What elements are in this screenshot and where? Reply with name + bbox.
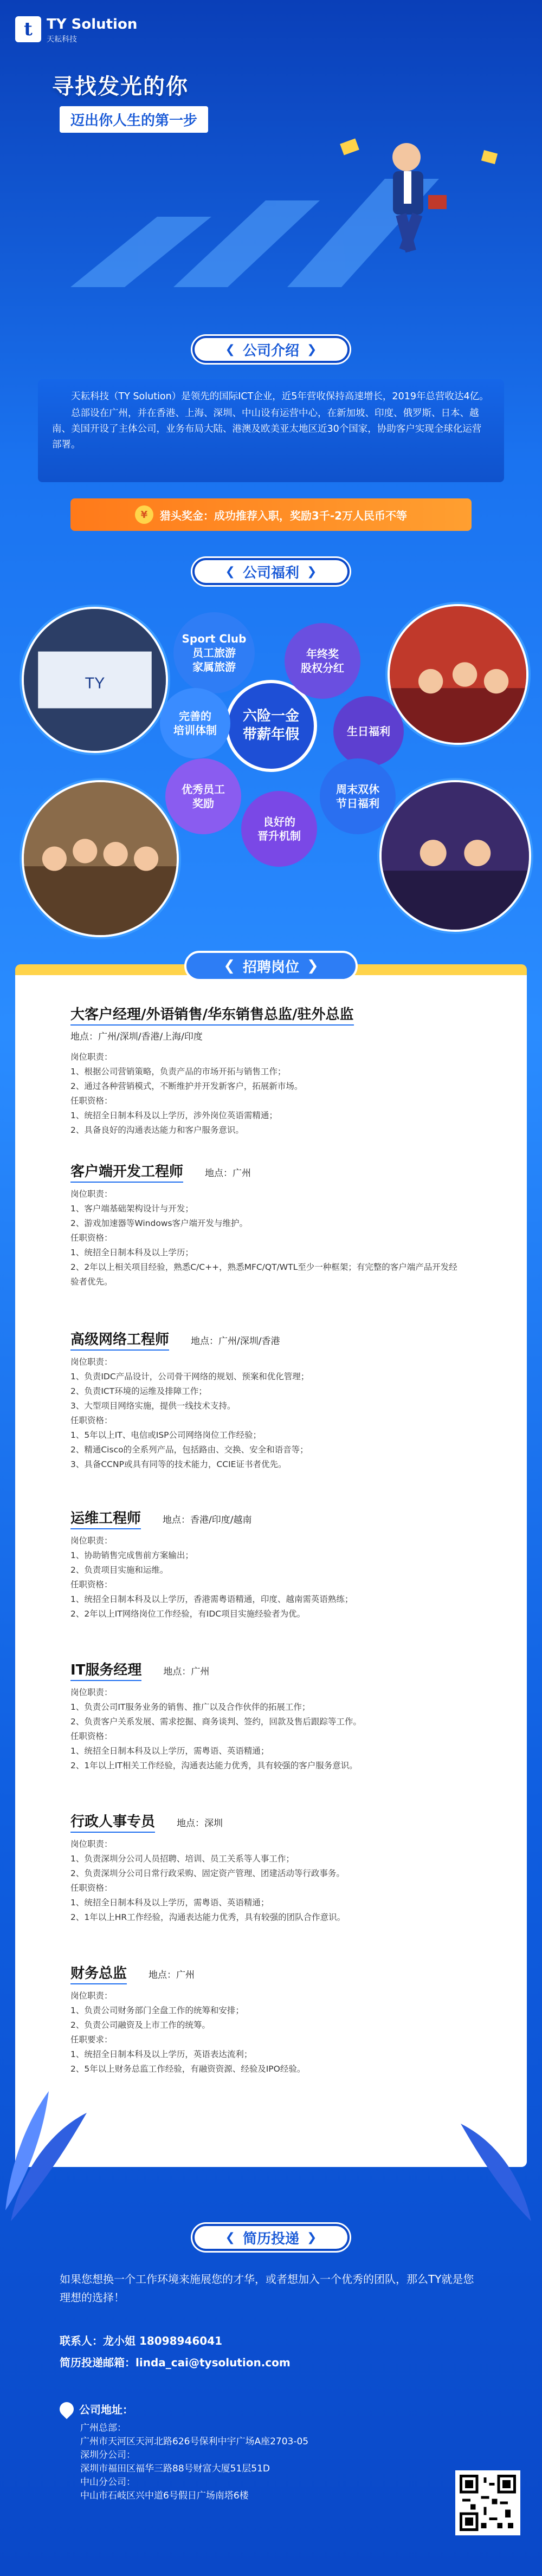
job-duties-label: 岗位职责： bbox=[70, 1688, 113, 1697]
job-requirement: 3、具备CCNP或具有同等的技术能力，CCIE证书者优先。 bbox=[70, 1459, 287, 1469]
job-duty: 2、负责ICT环境的运维及排障工作； bbox=[70, 1386, 207, 1396]
section-title-text: 公司福利 bbox=[242, 564, 299, 581]
benefit-weekend: 周末双休 节日福利 bbox=[320, 758, 396, 834]
chevron-left-icon: ❮ bbox=[225, 2230, 235, 2244]
job-req-label: 任职要求： bbox=[70, 2035, 113, 2045]
job-title: 运维工程师 bbox=[70, 1511, 141, 1529]
job-requirement: 1、统招全日制本科及以上学历，英语表达流利； bbox=[70, 2049, 253, 2059]
job-duties-label: 岗位职责： bbox=[70, 1189, 113, 1199]
job-duty: 1、协助销售完成售前方案输出； bbox=[70, 1550, 193, 1560]
chevron-right-icon: ❯ bbox=[307, 958, 319, 974]
intro-card bbox=[38, 379, 504, 482]
job-duty: 2、游戏加速器等Windows客户端开发与维护。 bbox=[70, 1218, 248, 1228]
job-location: 地点：广州 bbox=[163, 1666, 210, 1677]
job-duty: 3、大型项目网络实施，提供一线技术支持。 bbox=[70, 1401, 236, 1411]
qr-code bbox=[455, 2470, 520, 2535]
address-line: 深圳市福田区福华三路88号财富大厦51层51D bbox=[80, 2463, 270, 2474]
section-title-jobs bbox=[184, 951, 358, 981]
job-duties-label: 岗位职责： bbox=[70, 1536, 113, 1546]
job-requirement: 2、2年以上IT网络岗位工作经验，有IDC项目实施经验者为优。 bbox=[70, 1609, 306, 1619]
section-title-text: 简历投递 bbox=[242, 2230, 299, 2247]
benefit-employee-award: 优秀员工 奖励 bbox=[165, 758, 241, 834]
job-duties-label: 岗位职责： bbox=[70, 1839, 113, 1849]
contact-person: 联系人：龙小姐 18098946041 bbox=[60, 2334, 223, 2347]
job-req-label: 任职资格： bbox=[70, 1416, 113, 1425]
job-requirement: 2、5年以上财务总监工作经验，有融资资源、经验及IPO经验。 bbox=[70, 2064, 306, 2074]
office-photo bbox=[22, 607, 168, 753]
job-posting bbox=[70, 1165, 461, 1289]
section-title-text: 公司介绍 bbox=[242, 342, 299, 359]
address-line: 中山市石岐区兴中道6号假日广场南塔6楼 bbox=[80, 2490, 249, 2501]
job-duties-label: 岗位职责： bbox=[70, 1357, 113, 1367]
job-duty: 2、通过各种营销模式，不断维护并开发新客户，拓展新市场。 bbox=[70, 1081, 303, 1091]
award-ceremony-photo bbox=[379, 780, 531, 932]
job-requirement: 2、1年以上IT相关工作经验，沟通表达能力优秀，具有较强的客户服务意识。 bbox=[70, 1761, 358, 1770]
referral-bonus-banner bbox=[70, 498, 472, 531]
job-duty: 1、负责IDC产品设计，公司骨干网络的规划、预案和优化管理； bbox=[70, 1372, 309, 1381]
address-block bbox=[80, 2422, 308, 2503]
job-duty: 2、负责深圳分公司日常行政采购、固定资产管理、团建活动等行政事务。 bbox=[70, 1868, 345, 1878]
job-requirement: 1、统招全日制本科及以上学历，涉外岗位英语需精通； bbox=[70, 1111, 278, 1120]
benefit-insurance: 六险一金 带薪年假 bbox=[225, 680, 317, 772]
job-requirement: 2、精通Cisco的全系列产品，包括路由、交换、安全和语音等； bbox=[70, 1445, 308, 1455]
job-req-label: 任职资格： bbox=[70, 1731, 113, 1741]
job-duty: 1、根据公司营销策略，负责产品的市场开拓与销售工作； bbox=[70, 1067, 286, 1076]
job-req-label: 任职资格： bbox=[70, 1883, 113, 1893]
businessman-figure bbox=[392, 143, 447, 252]
section-title-intro bbox=[192, 336, 350, 363]
company-logo: t bbox=[15, 16, 41, 42]
chevron-left-icon: ❮ bbox=[223, 958, 235, 974]
intro-paragraph: 天耘科技（TY Solution）是领先的国际ICT企业，近5年营收保持高速增长，2019年总营收达4亿。 bbox=[71, 391, 489, 402]
job-location: 地点：广州 bbox=[149, 1970, 195, 1981]
chevron-left-icon: ❮ bbox=[225, 342, 235, 356]
job-req-label: 任职资格： bbox=[70, 1580, 113, 1589]
section-title-benefits bbox=[192, 558, 350, 585]
job-requirement: 2、1年以上HR工作经验，沟通表达能力优秀，具有较强的团队合作意识。 bbox=[70, 1912, 346, 1922]
leaf-decoration bbox=[0, 2048, 98, 2221]
job-requirement: 2、2年以上相关项目经验，熟悉C/C++，熟悉MFC/QT/WTL至少一种框架；有完整的客户端产品开发经验者优先。 bbox=[70, 1262, 457, 1287]
job-duty: 2、负责项目实施和运维。 bbox=[70, 1565, 169, 1575]
job-duties-label: 岗位职责： bbox=[70, 1991, 113, 2001]
job-title: 大客户经理/外语销售/华东销售总监/驻外总监 bbox=[70, 1008, 354, 1026]
chevron-right-icon: ❯ bbox=[307, 564, 317, 579]
hero-illustration bbox=[38, 135, 504, 298]
job-title: 行政人事专员 bbox=[70, 1815, 155, 1833]
job-posting bbox=[70, 1663, 461, 1773]
job-req-label: 任职资格： bbox=[70, 1233, 113, 1243]
job-requirement: 1、统招全日制本科及以上学历，需粤语、英语精通； bbox=[70, 1898, 269, 1907]
resume-email[interactable]: 简历投递邮箱：linda_cai@tysolution.com bbox=[60, 2356, 291, 2369]
coin-icon: ¥ bbox=[135, 505, 153, 524]
benefit-bonus: 年终奖 股权分红 bbox=[285, 623, 360, 699]
job-location: 地点：深圳 bbox=[177, 1818, 223, 1829]
chevron-right-icon: ❯ bbox=[307, 342, 317, 356]
address-line: 广州总部： bbox=[80, 2423, 126, 2434]
job-posting bbox=[70, 1333, 461, 1472]
job-location: 地点：广州/深圳/香港/上海/印度 bbox=[70, 1031, 203, 1042]
section-title-resume bbox=[192, 2224, 350, 2251]
job-title: 客户端开发工程师 bbox=[70, 1165, 183, 1183]
job-posting bbox=[70, 1008, 461, 1138]
job-title: 财务总监 bbox=[70, 1967, 127, 1984]
hero-title: 寻找发光的你 bbox=[52, 74, 189, 99]
job-duties-label: 岗位职责： bbox=[70, 1052, 113, 1062]
resume-invitation: 如果您想换一个工作环境来施展您的才华，或者想加入一个优秀的团队，那么TY就是您理想的选择！ bbox=[60, 2273, 474, 2304]
job-duty: 2、负责公司融资及上市工作的统筹。 bbox=[70, 2020, 210, 2030]
job-requirement: 1、5年以上IT、电信或ISP公司网络岗位工作经验； bbox=[70, 1430, 262, 1440]
job-location: 地点：广州 bbox=[205, 1168, 251, 1179]
intro-paragraph: 总部设在广州，并在香港、上海、深圳、中山设有运营中心，在新加坡、印度、俄罗斯、日本、越南、美国开设了主体公司，业务布局大陆、港澳及欧美亚太地区近30个国家，协助客户实现全球化运营部署。 bbox=[52, 408, 482, 450]
job-posting bbox=[70, 1511, 461, 1621]
benefit-promotion: 良好的 晋升机制 bbox=[241, 791, 317, 867]
section-title-text: 招聘岗位 bbox=[242, 959, 299, 976]
address-heading bbox=[60, 2401, 133, 2417]
address-label: 公司地址： bbox=[79, 2403, 133, 2416]
job-location: 地点：广州/深圳/香港 bbox=[191, 1336, 280, 1347]
logo-subtitle: 天耘科技 bbox=[47, 35, 77, 44]
logo-name: TY Solution bbox=[47, 16, 138, 33]
bonus-text: 猎头奖金：成功推荐入职，奖励3千-2万人民币不等 bbox=[159, 509, 408, 522]
job-duty: 2、负责客户关系发展、需求挖掘、商务谈判、签约，回款及售后跟踪等工作。 bbox=[70, 1717, 362, 1727]
job-duty: 1、客户端基础架构设计与开发； bbox=[70, 1204, 193, 1214]
svg-text:TY: TY bbox=[85, 674, 105, 692]
job-requirement: 1、统招全日制本科及以上学历，需粤语、英语精通； bbox=[70, 1746, 269, 1756]
hero-subtitle: 迈出你人生的第一步 bbox=[60, 106, 208, 133]
job-posting bbox=[70, 1967, 461, 2077]
job-requirement: 1、统招全日制本科及以上学历； bbox=[70, 1248, 193, 1257]
benefit-sport-club: Sport Club 员工旅游 家属旅游 bbox=[173, 612, 255, 693]
team-event-photo bbox=[388, 604, 528, 745]
address-line: 广州市天河区天河北路626号保利中宇广场A座2703-05 bbox=[80, 2436, 309, 2447]
location-pin-icon bbox=[57, 2399, 77, 2419]
job-requirement: 1、统招全日制本科及以上学历，香港需粤语精通，印度、越南需英语熟练； bbox=[70, 1594, 353, 1604]
job-title: IT服务经理 bbox=[70, 1663, 141, 1681]
leaf-decoration bbox=[444, 2069, 542, 2221]
job-title: 高级网络工程师 bbox=[70, 1333, 169, 1351]
chevron-left-icon: ❮ bbox=[225, 564, 235, 579]
job-requirement: 2、具备良好的沟通表达能力和客户服务意识。 bbox=[70, 1125, 244, 1135]
job-duty: 1、负责深圳分公司人员招聘、培训、员工关系等人事工作； bbox=[70, 1854, 294, 1864]
team-dinner-photo bbox=[22, 780, 179, 937]
job-duty: 1、负责公司IT服务业务的销售、推广以及合作伙伴的拓展工作； bbox=[70, 1702, 311, 1712]
job-location: 地点：香港/印度/越南 bbox=[163, 1515, 252, 1526]
address-line: 中山分公司： bbox=[80, 2477, 136, 2488]
job-req-label: 任职资格： bbox=[70, 1096, 113, 1106]
benefit-birthday: 生日福利 bbox=[333, 696, 404, 767]
job-posting bbox=[70, 1815, 461, 1925]
job-duty: 1、负责公司财务部门全盘工作的统筹和安排； bbox=[70, 2006, 244, 2015]
chevron-right-icon: ❯ bbox=[307, 2230, 317, 2244]
address-line: 深圳分公司： bbox=[80, 2450, 136, 2461]
benefit-training: 完善的 培训体制 bbox=[160, 688, 230, 758]
stairs-graphic bbox=[70, 179, 439, 287]
